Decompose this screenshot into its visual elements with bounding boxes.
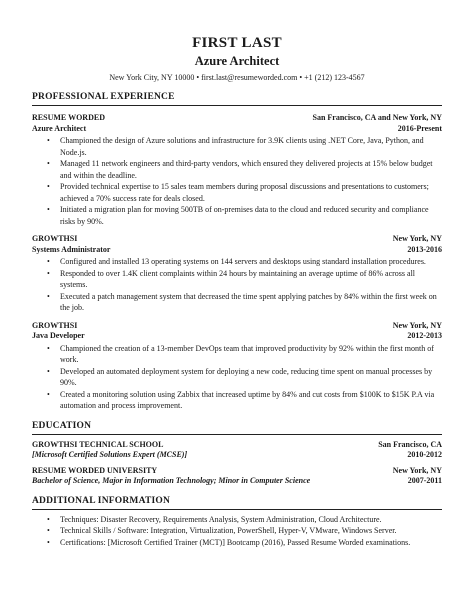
job-location: New York, NY [392, 320, 442, 330]
bullet-item: • Executed a patch management system that decreased the time spent applying patches by 84% within the first week on the job. [60, 291, 442, 314]
bullet-item: • Developed an automated deployment system for deploying a new code, reducing time spent on manual processes by 90%. [60, 366, 442, 389]
job-location: New York, NY [392, 234, 442, 243]
job-position: Azure Architect [32, 123, 87, 133]
degree-row [32, 476, 442, 487]
additional-bullets [32, 514, 442, 549]
bullet-item: • Configured and installed 13 operating systems on 144 servers and desktops using standard installation procedures. [60, 256, 442, 268]
school-name: RESUME WORDED UNIVERSITY [32, 465, 158, 475]
degree: [Microsoft Certified Solutions Expert (MCSE)] [32, 450, 188, 459]
candidate-name: FIRST LAST [192, 35, 282, 51]
job-location: San Francisco, CA and New York, NY [312, 113, 442, 122]
job-company: RESUME WORDED [32, 113, 105, 122]
bullet-item: • Provided technical expertise to 15 sales team members during proposal discussions and presentations to customers; achieved a 70% success rate for deals closed. [60, 181, 442, 204]
job-company-row [32, 113, 442, 124]
bullet-item: • Certifications: [Microsoft Certified Trainer (MCT)] Bootcamp (2016), Passed Resume Worded examinations. [60, 537, 442, 549]
school-location: New York, NY [392, 465, 442, 475]
candidate-role: Azure Architect [194, 54, 280, 68]
education-entry [32, 466, 442, 487]
job-position: Java Developer [32, 331, 85, 340]
bullet-item: • Managed 11 network engineers and third-party vendors, which ensured they delivered projects at 15% below budget and within the deadline. [60, 158, 442, 181]
education-entry [32, 440, 442, 461]
school-dates: 2007-2011 [407, 476, 442, 485]
job-dates: 2012-2013 [407, 331, 442, 340]
job-dates: 2016-Present [397, 123, 442, 133]
education-section [32, 420, 442, 487]
job-entry [32, 234, 442, 314]
section-title: EDUCATION [32, 420, 442, 435]
school-row [32, 466, 442, 477]
job-company-row [32, 234, 442, 245]
experience-section [32, 91, 442, 412]
additional-section [32, 495, 442, 549]
job-company-row [32, 321, 442, 332]
section-title: PROFESSIONAL EXPERIENCE [32, 91, 442, 106]
job-entry [32, 321, 442, 412]
section-title: ADDITIONAL INFORMATION [32, 495, 442, 510]
degree-row [32, 450, 442, 461]
school-dates: 2010-2012 [407, 450, 442, 459]
school-location: San Francisco, CA [378, 439, 442, 449]
job-bullets [32, 343, 442, 412]
job-bullets [32, 256, 442, 314]
job-company: GROWTHSI [32, 234, 78, 243]
job-position-row [32, 245, 442, 256]
bullet-item: • Created a monitoring solution using Zabbix that increased uptime by 84% and cut costs from $100K to $15K P.A via automation and process improvement. [60, 389, 442, 412]
bullet-item: • Technical Skills / Software: Integration, Virtualization, PowerShell, Hyper-V, VMware, Windows Server. [60, 525, 442, 537]
job-entry [32, 113, 442, 227]
degree: Bachelor of Science, Major in Information Technology; Minor in Computer Science [32, 476, 311, 485]
bullet-item: • Techniques: Disaster Recovery, Requirements Analysis, System Administration, Cloud Architecture. [60, 514, 442, 526]
school-name: GROWTHSI TECHNICAL SCHOOL [32, 439, 164, 449]
job-position: Systems Administrator [32, 244, 111, 254]
school-row [32, 440, 442, 451]
job-position-row [32, 331, 442, 342]
bullet-item: • Initiated a migration plan for moving 500TB of on-premises data to the cloud and reduced security and compliance risks by 90%. [60, 204, 442, 227]
bullet-item: • Championed the creation of a 13-member DevOps team that improved productivity by 92% within the first month of work. [60, 343, 442, 366]
job-company: GROWTHSI [32, 320, 78, 330]
bullet-item: • Responded to over 1.4K client complaints within 24 hours by maintaining an average uptime of 86% across all systems. [60, 268, 442, 291]
job-position-row [32, 124, 442, 135]
job-bullets [32, 135, 442, 227]
bullet-item: • Championed the design of Azure solutions and infrastructure for 3.9K clients using .NET Core, Java, Python, and Node.js. [60, 135, 442, 158]
resume-header [32, 34, 442, 83]
job-dates: 2013-2016 [407, 244, 442, 254]
contact-line: New York City, NY 10000 • first.last@resumeworded.com • +1 (212) 123-4567 [109, 73, 365, 82]
